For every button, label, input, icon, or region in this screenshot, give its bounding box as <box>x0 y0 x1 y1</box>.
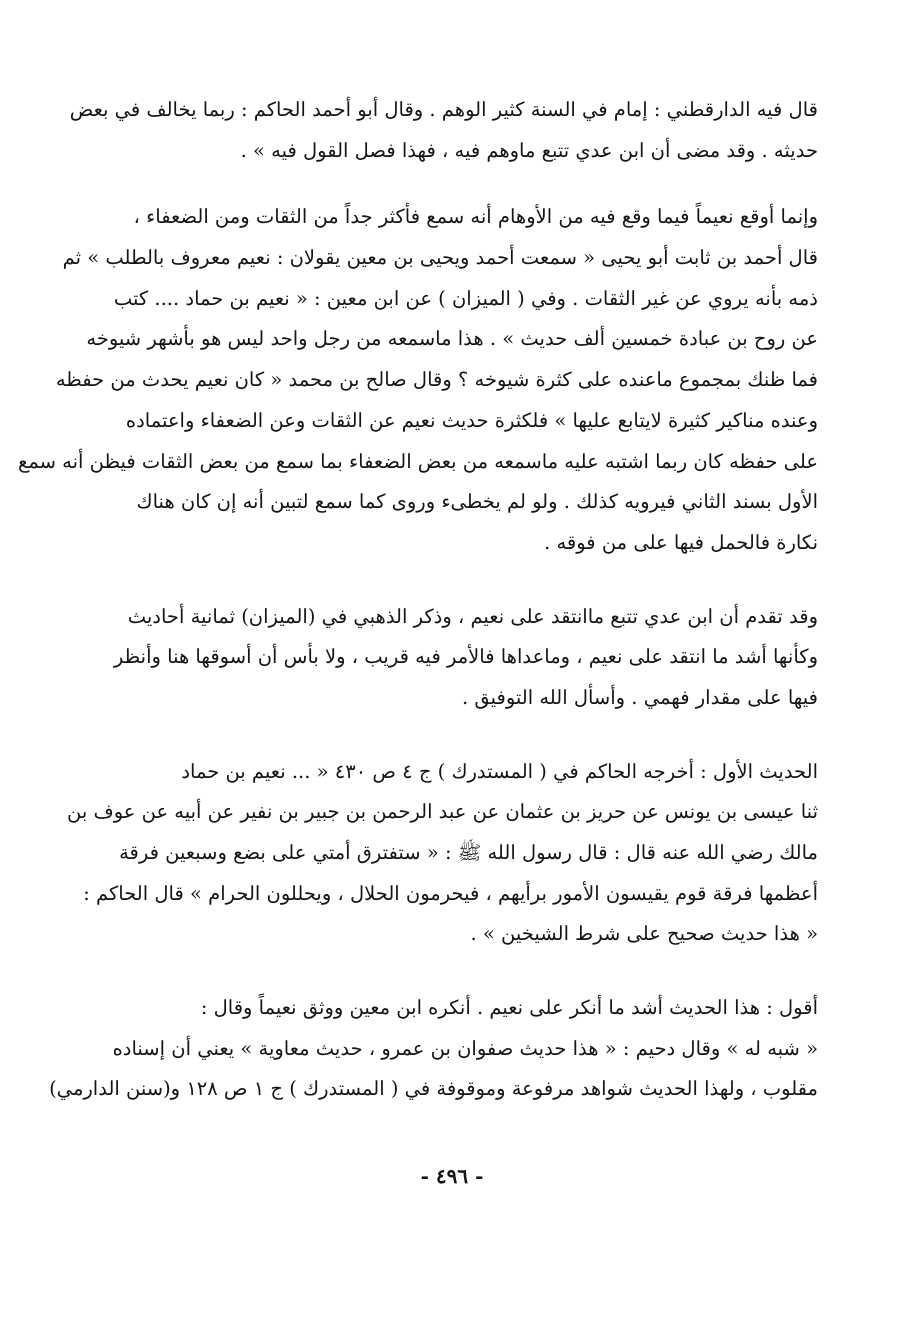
text-line: قال فيه الدارقطني : إمام في السنة كثير الوهم . وقال أبو أحمد الحاكم : ربما يخالف في بعض <box>69 98 818 121</box>
text-line: فيها على مقدار فهمي . وأسأل الله التوفيق . <box>461 685 818 709</box>
text-line: قال أحمد بن ثابت أبو يحيى « سمعت أحمد ويحيى بن معين يقولان : نعيم معروف بالطلب » ثم <box>62 246 818 270</box>
text-line: « شبه له » وقال دحيم : « هذا حديث صفوان بن عمرو ، حديث معاوية » يعني أن إسناده <box>112 1036 818 1060</box>
page-number: - ٤٩٦ - <box>420 1164 484 1188</box>
paragraph-5 <box>49 988 818 1110</box>
paragraph-1 <box>69 90 818 171</box>
text-line: ثنا عيسى بن يونس عن حريز بن عثمان عن عبد الرحمن بن جبير بن نفير عن أبيه عن عوف بن <box>67 800 818 824</box>
paragraph-2 <box>17 197 818 563</box>
text-line: على حفظه كان ربما اشتبه عليه ماسمعه من بعض الضعفاء بما سمع من بعض الثقات فيظن أنه سمع <box>17 449 818 473</box>
text-line: الأول بسند الثاني فيرويه كذلك . ولو لم يخطىء وروى كما سمع لتبين أنه إن كان هناك <box>136 490 818 514</box>
paragraph-4 <box>67 752 818 955</box>
page-body <box>17 90 818 1110</box>
text-line: وقد تقدم أن ابن عدي تتبع ماانتقد على نعيم ، وذكر الذهبي في (الميزان) ثمانية أحاديث <box>127 604 818 628</box>
text-line: أقول : هذا الحديث أشد ما أنكر على نعيم . أنكره ابن معين ووثق نعيماً وقال : <box>200 996 818 1020</box>
text-line: مالك رضي الله عنه قال : قال رسول الله ﷺ : « ستفترق أمتي على بضع وسبعين فرقة <box>119 841 818 864</box>
text-line: وإنما أوقع نعيماً فيما وقع فيه من الأوهام أنه سمع فأكثر جداً من الثقات ومن الضعفاء ، <box>133 205 818 229</box>
text-line: الحديث الأول : أخرجه الحاكم في ( المستدرك ) ج ٤ ص ٤٣٠ « ... نعيم بن حماد <box>181 759 818 783</box>
text-line: فما ظنك بمجموع ماعنده على كثرة شيوخه ؟ وقال صالح بن محمد « كان نعيم يحدث من حفظه <box>55 368 818 392</box>
text-line: أعظمها فرقة قوم يقيسون الأمور برأيهم ، فيحرمون الحلال ، ويحللون الحرام » قال الحاكم : <box>83 881 818 905</box>
text-line: نكارة فالحمل فيها على من فوقه . <box>544 530 818 554</box>
text-line: حديثه . وقد مضى أن ابن عدي تتبع ماوهم فيه ، فهذا فصل القول فيه » . <box>240 138 818 162</box>
paragraph-3 <box>76 597 818 719</box>
text-line: ذمه بأنه يروي عن غير الثقات . وفي ( الميزان ) عن ابن معين : « نعيم بن حماد .... كتب <box>113 286 818 310</box>
text-line: « هذا حديث صحيح على شرط الشيخين » . <box>470 922 818 946</box>
text-line: عن روح بن عبادة خمسين ألف حديث » . هذا ماسمعه من رجل واحد ليس هو بأشهر شيوخه <box>86 327 818 351</box>
text-line: وكأنها أشد ما انتقد على نعيم ، وماعداها فالأمر فيه قريب ، ولا بأس أن أسوقها هنا وأنظر <box>113 645 818 669</box>
text-line: مقلوب ، ولهذا الحديث شواهد مرفوعة وموقوفة في ( المستدرك ) ج ١ ص ١٢٨ و(سنن الدارمي) <box>49 1077 818 1101</box>
text-line: وعنده مناكير كثيرة لايتابع عليها » فلكثرة حديث نعيم عن الثقات وعن الضعفاء واعتماده <box>125 408 818 432</box>
